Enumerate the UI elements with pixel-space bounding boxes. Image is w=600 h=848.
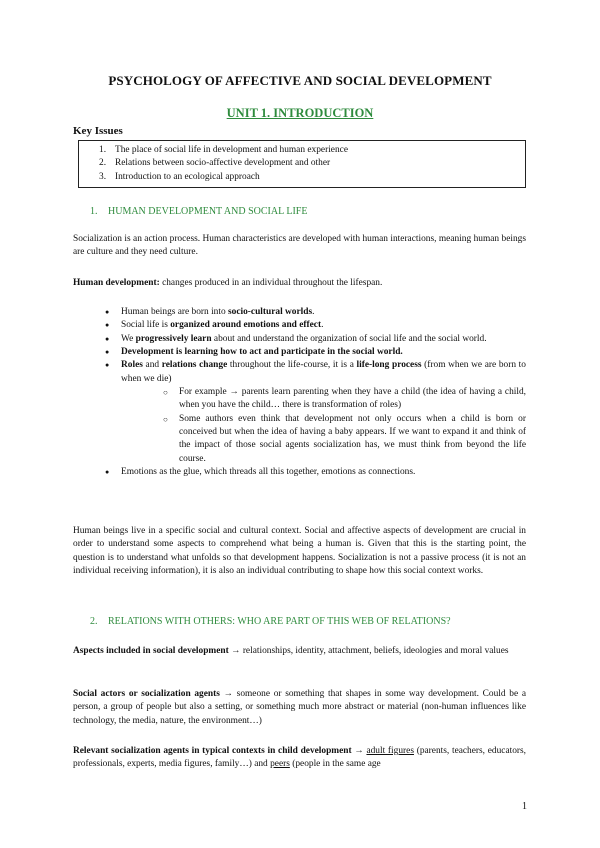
sub-bullet-item: ○ For example → parents learn parenting when they have a child (the idea of having a child, when you have the child… there is transformation of roles)	[165, 386, 526, 413]
aspects-label: Aspects included in social development	[73, 646, 229, 656]
document-title: PSYCHOLOGY OF AFFECTIVE AND SOCIAL DEVELOPMENT	[108, 73, 492, 88]
bullet-bold: relations change	[161, 360, 228, 371]
human-development-definition	[73, 277, 526, 290]
bullet-bold: Roles	[121, 360, 143, 371]
aspects-paragraph	[73, 645, 526, 658]
bullet-text: about and understand the organization of social life and the social world.	[211, 333, 487, 344]
bullet-bold: progressively learn	[135, 333, 212, 344]
unit-title: UNIT 1. INTRODUCTION	[226, 106, 374, 120]
section-1-title: HUMAN DEVELOPMENT AND SOCIAL LIFE	[108, 206, 308, 217]
bullet-item	[107, 306, 526, 319]
bullet-item: ● Emotions as the glue, which threads all this together, emotions as connections.	[107, 466, 526, 479]
definition-text: changes produced in an individual throughout the lifespan.	[159, 278, 383, 288]
bullet-text: .	[321, 320, 324, 331]
bullet-text: .	[312, 307, 315, 317]
sub-bullet-item: ○ Some authors even think that development not only occurs when a child is born or conceived but when the idea of having a baby appears. If we want to expand it and think of the impact of those social agents socialization has, we must think from beyond the life course.	[165, 413, 526, 466]
relevant-text: (people in the same age	[289, 759, 381, 770]
section-1-paragraph	[73, 525, 526, 578]
bullet-item	[107, 319, 526, 332]
section-1-bullets	[73, 306, 526, 479]
key-issue-number: 3.	[99, 171, 107, 182]
key-issue-number: 2.	[99, 158, 107, 169]
adult-figures-term: adult figures	[366, 746, 414, 756]
relevant-arrow: →	[351, 746, 367, 756]
key-issue-text: Relations between socio-affective development and other	[115, 158, 331, 169]
key-issue-text: The place of social life in development and human experience	[115, 145, 348, 155]
section-2-title: RELATIONS WITH OTHERS: WHO ARE PART OF THIS WEB OF RELATIONS?	[108, 616, 451, 627]
bullet-bold: Development is learning how to act and participate in the social world.	[121, 347, 403, 358]
relevant-label: Relevant socialization agents in typical contexts in child development	[73, 746, 352, 756]
relevant-agents-paragraph	[73, 745, 526, 772]
section-1-intro	[73, 233, 526, 260]
bullet-item	[107, 333, 526, 346]
bullet-bold: organized around emotions and effect	[170, 320, 322, 331]
bullet-item	[107, 359, 526, 466]
section-1-number: 1.	[90, 206, 98, 217]
peers-term: peers	[270, 759, 290, 770]
key-issue-item	[99, 171, 525, 184]
key-issues-heading: Key Issues	[73, 125, 123, 137]
key-issue-text: Introduction to an ecological approach	[115, 171, 260, 182]
bullet-text: (from when we are born to when we die)	[121, 360, 526, 384]
bullet-text: and	[142, 360, 162, 371]
actors-text: → someone or something that shapes in some way development. Could be a person, a group of people but also a setting, or something much more abstract or material (non-human influences like technology, the media, nature, the environment…)	[73, 689, 526, 726]
key-issue-number: 1.	[99, 145, 107, 155]
section-2-heading	[90, 615, 451, 629]
actors-paragraph	[73, 688, 526, 728]
bullet-text: throughout the life-course, it is a	[227, 360, 357, 371]
context-paragraph: Human beings live in a specific social and cultural context. Social and affective aspects of development are crucial in order to understand some aspects to comprehend what being a human is. Given that this is the starting point, the question is to understand what unfolds so that development happens. Socialization is not a passive process (it is not an individual receiving information), it is also an individual contributing to shape how this social context works.	[73, 526, 526, 577]
key-issue-item	[99, 144, 525, 157]
key-issues-box	[78, 140, 526, 188]
bullet-text: Social life is	[121, 320, 171, 331]
bullet-text: We	[121, 333, 136, 344]
aspects-text: → relationships, identity, attachment, beliefs, ideologies and moral values	[228, 646, 509, 656]
section-1-heading	[90, 205, 307, 219]
intro-paragraph: Socialization is an action process. Human characteristics are developed with human interactions, meaning human beings are culture and they need culture.	[73, 234, 526, 258]
bullet-text: Human beings are born into	[121, 307, 229, 317]
bullet-bold: life-long process	[356, 360, 422, 371]
relevant-text: (parents, teachers, educators, professionals, experts, media figures, family…) and	[73, 746, 527, 770]
section-2-number: 2.	[90, 616, 98, 627]
bullet-item	[107, 346, 526, 359]
page-number: 1	[522, 801, 527, 812]
actors-label: Social actors or socialization agents	[73, 689, 220, 699]
definition-label: Human development:	[73, 278, 160, 288]
key-issue-item	[99, 157, 525, 170]
bullet-bold: socio-cultural worlds	[228, 307, 313, 317]
